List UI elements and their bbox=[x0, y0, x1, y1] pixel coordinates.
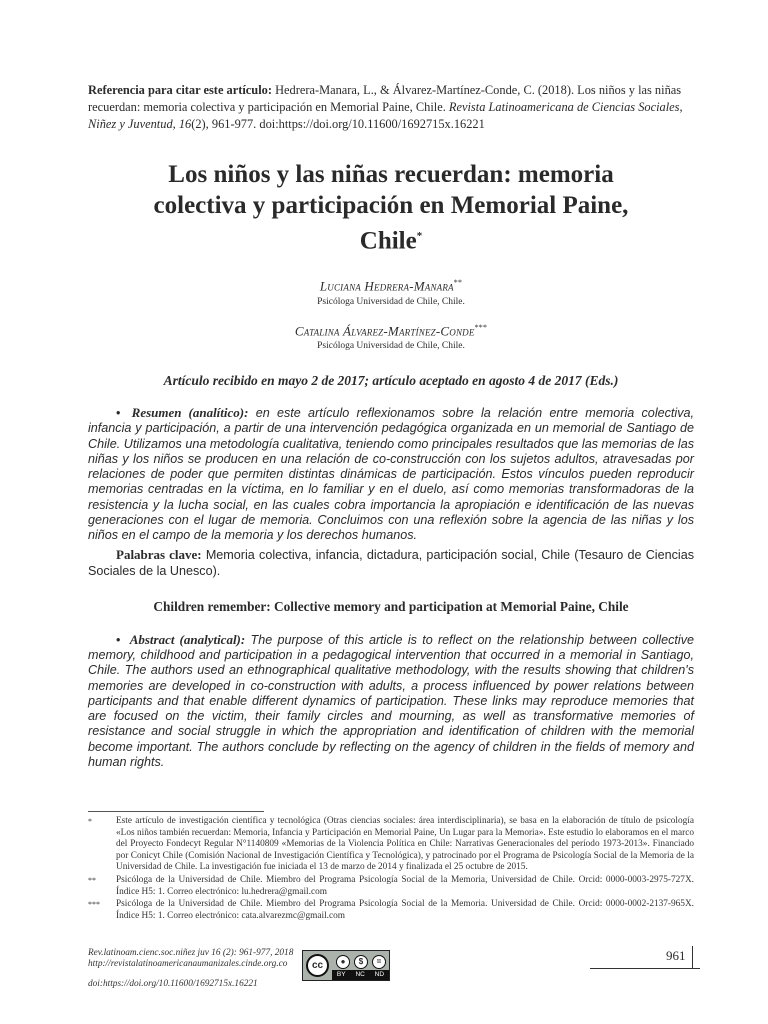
citation-text: Hedrera-Manara, L., & Álvarez-Martínez-Conde, C. (2018). Los niños y las niñas recuerdan: memoria colectiva y participación en Memorial Paine, Chile. bbox=[88, 83, 682, 114]
abstract-block bbox=[88, 632, 694, 771]
bullet-icon: • bbox=[116, 405, 121, 420]
author-1 bbox=[88, 278, 694, 306]
author-2-affiliation: Psicóloga Universidad de Chile, Chile. bbox=[317, 340, 465, 351]
footnote-text: Este artículo de investigación científica y tecnológica (Otras ciencias sociales: área interdisciplinaria), se basa en la elaboración de título de psicología «Los niños también recuerdan: Memoria, Infancia y Participación en Memorial Paine, Un Lugar para la Memoria». Este estudio lo elaboramos en el marco del Proyecto Fondecyt Regular N°1140809 «Memorias de la Violencia Política en Chile: Narrativas Generacionales del período 1973-2013». Financiado por Conicyt Chile (Comisión Nacional de Investigación Científica y Tecnológica), y patrocinado por el Programa de Psicología Social de la Memoria de la Universidad de Chile. La investigación fue iniciada el 13 de marzo de 2014 y finalizada el 25 octubre de 2015. bbox=[116, 816, 694, 873]
license-by-label: BY bbox=[336, 971, 346, 978]
title-line-3: Chile bbox=[359, 227, 417, 255]
license-nc-label: NC bbox=[355, 971, 365, 978]
abstract-label: Abstract (analytical): bbox=[129, 631, 246, 647]
footnote bbox=[88, 816, 694, 874]
citation-label: Referencia para citar este artículo: bbox=[88, 83, 272, 97]
article-doi[interactable]: doi:https://doi.org/10.11600/1692715x.16221 bbox=[88, 979, 258, 989]
page-number-rule bbox=[590, 968, 700, 969]
footnote-divider bbox=[88, 811, 264, 812]
title-line-2: colectiva y participación en Memorial Paine, bbox=[153, 192, 629, 219]
footnote bbox=[88, 875, 694, 898]
article-page bbox=[88, 82, 694, 770]
footnote-mark: * bbox=[88, 817, 92, 826]
author-1-name-text: Luciana Hedrera-Manara bbox=[319, 278, 454, 294]
journal-url[interactable]: http://revistalatinoamericanaumanizales.cinde.org.co bbox=[88, 959, 288, 969]
attribution-icon: ● bbox=[336, 955, 350, 969]
author-2-mark: *** bbox=[474, 322, 488, 332]
resumen-text: en este artículo reflexionamos sobre la relación entre memoria colectiva, infancia y participación, a partir de una intervención pedagógica organizada en un memorial de Santiago de Chile. Utilizamos una metodología cualitativa, teniendo como principales resultados que las memorias de las niñas y los niños se producen en una relación de co-construcción con los sujetos adultos, atravesadas por relaciones de poder que permiten distintas dinámicas de participación. Estos vínculos pueden reproducir memorias centradas en la víctima, en lo familiar y en el duelo, así como memorias transformadoras de la resistencia y la lucha social, en las cuales cobra importancia la apropiación e identificación de las nuevas generaciones con el lugar de memoria. Concluimos con una reflexión sobre la agencia de las niñas y los niños en el campo de la memoria y los derechos humanos. bbox=[88, 405, 695, 543]
author-2-name-text: Catalina Álvarez-Martínez-Conde bbox=[294, 322, 475, 338]
cc-icon: cc bbox=[306, 954, 329, 977]
palabras-clave bbox=[88, 547, 694, 579]
footnotes bbox=[88, 816, 694, 923]
journal-footer bbox=[88, 948, 293, 990]
author-1-affiliation: Psicóloga Universidad de Chile, Chile. bbox=[317, 296, 465, 307]
author-2 bbox=[88, 323, 694, 351]
journal-reference: Rev.latinoam.cienc.soc.niñez juv 16 (2): 961-977, 2018 bbox=[88, 948, 294, 958]
title-footnote-mark: * bbox=[416, 230, 423, 242]
article-title bbox=[88, 159, 694, 256]
page-number: 961 bbox=[666, 946, 693, 968]
abstract-paragraph bbox=[88, 632, 694, 771]
author-1-mark: ** bbox=[453, 278, 463, 288]
resumen-label: Resumen (analítico): bbox=[131, 404, 249, 420]
noderivatives-icon: = bbox=[372, 955, 386, 969]
palabras-clave-label: Palabras clave: bbox=[116, 546, 202, 562]
footnote-mark: ** bbox=[88, 875, 96, 885]
citation-issue-pages: (2), 961-977. doi:https://doi.org/10.11600/1692715x.16221 bbox=[191, 117, 485, 131]
abstract-text: The purpose of this article is to reflect on the relationship between collective memory, childhood and participation in a pedagogical intervention that occurred in a memorial in Santiago, Chile. The authors used an ethnographical qualitative methodology, with the results showing that children's memories are developed in co-construction with adults, a process influenced by power relations between participants and that enable different dynamics of participation. These links may reproduce memories that are focused on the victim, their family circles and mourning, as well as transformative memories of resistance and social struggle in which the appropriation and identification of children with the memorial become important. The authors conclude by reflecting on the agency of children in the fields of memory and human rights. bbox=[88, 632, 694, 770]
citation-reference bbox=[88, 82, 694, 133]
footnote-text: Psicóloga de la Universidad de Chile. Miembro del Programa Psicología Social de la Memoria, Universidad de Chile. Orcid: 0000-0003-2975-727X. Índice H5: 1. Correo electrónico: lu.hedrera@gmail.com bbox=[116, 874, 694, 897]
creative-commons-license-icon[interactable] bbox=[302, 950, 390, 981]
license-nd-label: ND bbox=[374, 971, 385, 978]
resumen-block bbox=[88, 405, 694, 544]
footnote-text: Psicóloga de la Universidad de Chile. Miembro del Programa Psicología Social de la Memoria. Universidad de Chile. Orcid: 0000-0002-2137-965X. Índice H5: 1. Correo electrónico: cata.alvarezmc@gmail.com bbox=[116, 899, 694, 921]
author-2-name bbox=[88, 323, 694, 339]
footnote-mark: *** bbox=[88, 900, 100, 910]
title-line-1: Los niños y las niñas recuerdan: memoria bbox=[168, 161, 614, 188]
author-1-name bbox=[88, 278, 694, 294]
bullet-icon: • bbox=[116, 632, 121, 647]
footnote bbox=[88, 899, 694, 922]
english-title: Children remember: Collective memory and participation at Memorial Paine, Chile bbox=[153, 598, 629, 614]
noncommercial-icon: $ bbox=[354, 955, 368, 969]
citation-journal: Revista Latinoamericana de Ciencias Sociales, Niñez y Juventud, 16 bbox=[88, 100, 683, 131]
received-accepted-dates: Artículo recibido en mayo 2 de 2017; artículo aceptado en agosto 4 de 2017 (Eds.) bbox=[163, 372, 619, 388]
license-labels bbox=[332, 970, 389, 980]
palabras-clave-text: Memoria colectiva, infancia, dictadura, participación social, Chile (Tesauro de Ciencias Sociales de la Unesco). bbox=[88, 547, 694, 578]
resumen-paragraph bbox=[88, 405, 694, 544]
